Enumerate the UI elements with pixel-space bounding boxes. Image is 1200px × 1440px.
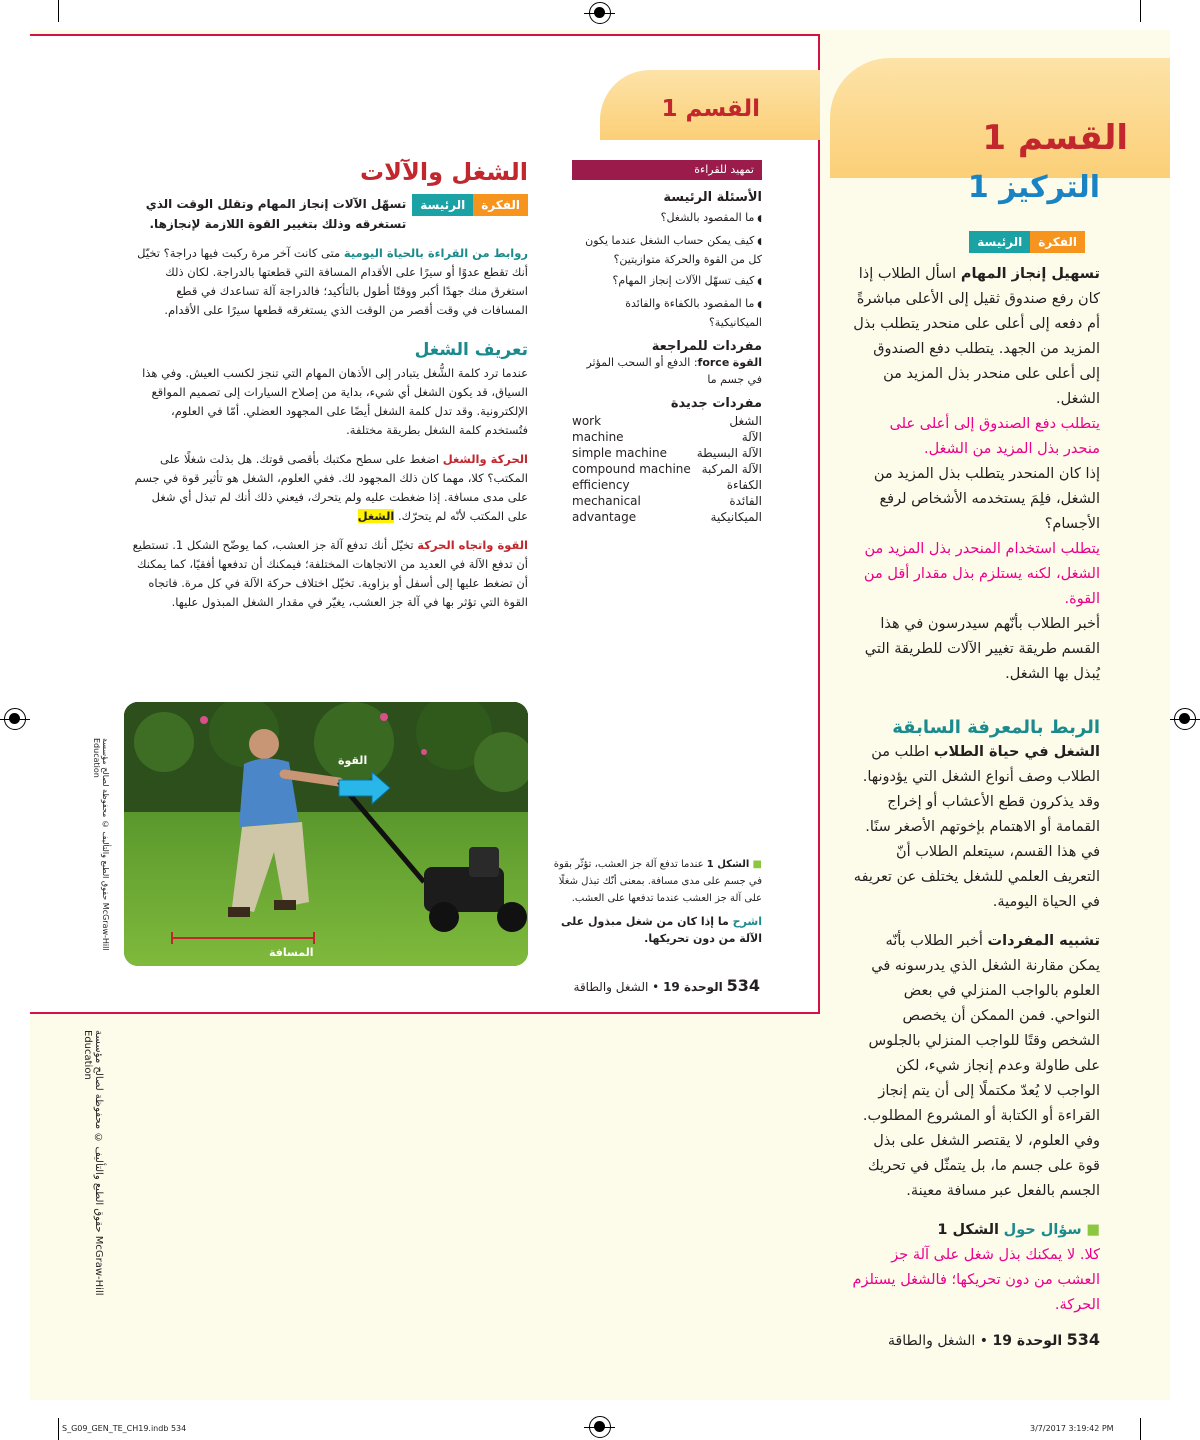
- student-footer-unit: الوحدة 19: [663, 980, 723, 994]
- misconception-text: أخبر الطلاب بأنّه يمكن مقارنة الشغل الذي يدرسونه في العلوم بالواجب المنزلي في بعض النواحي. فمن الممكن أن يخصص الشخص وقتًا للواجب المنزلي بالجلوس على طاولة وعدم إنجاز شيء، لكن الواجب لا يُعدّ مكتملًا إلى أن يتم إنجاز القراءة أو الكتابة أو المشروع المطلوب. وفي العلوم، لا يقتصر الشغل على بذل قوة على جسم ما، بل يتمثّل في تحريك الجسم بالفعل عبر مسافة معينة.: [862, 933, 1100, 1199]
- define-work-title: تعريف الشغل: [414, 340, 528, 360]
- lawnmower-photo: [124, 702, 528, 966]
- figure-question: ■ سؤال حول الشكل 1: [937, 1222, 1100, 1238]
- vocab-ar: الفائدة الميكانيكية: [710, 494, 762, 524]
- figure-question-ref: الشكل 1: [937, 1222, 999, 1238]
- define-work-text: عندما ترد كلمة الشُّغل يتبادر إلى الأذهان المهام التي تنجز لكسب العيش. وفي هذا السياق، قد يكون الشغل أي شيء، بداية من إصلاح السيارات إلى تصميم المواقع الإلكترونية. وقد تدل كلمة الشغل أيضًا على المجهود العضلي. أمّا في العلوم، فتُستخدم كلمة الشغل بطريقة مختلفة.: [142, 366, 528, 437]
- review-term-ar: القوة: [732, 356, 762, 369]
- vocab-ar: الشغل: [729, 414, 762, 428]
- teacher-footer: 534 الوحدة 19 • الشغل والطاقة: [888, 1330, 1100, 1349]
- footer-topic: الشغل والطاقة: [888, 1333, 976, 1349]
- registration-mark-icon: [589, 1416, 611, 1438]
- page-number: 534: [1066, 1330, 1100, 1349]
- review-term-en: force: [697, 356, 730, 369]
- focus-paragraph: [850, 262, 1100, 412]
- vocab-ar: الآلة: [741, 430, 762, 444]
- crop-mark: [1140, 0, 1141, 22]
- misconception-paragraph: [850, 929, 1100, 1204]
- student-footer-topic: الشغل والطاقة: [573, 980, 649, 994]
- caption-text: عندما تدفع آلة جز العشب، تؤثّر بقوة في جسم على مدى مسافة. بمعنى أنّك تبذل شغلًا على آلة جز العشب عندما تدفعها على العشب.: [553, 859, 762, 904]
- vocab-en: work: [572, 414, 602, 428]
- student-section-title: القسم 1: [661, 96, 760, 122]
- photo-force-label: القوة: [338, 754, 368, 767]
- registration-mark-icon: [589, 2, 611, 24]
- pill-key: الرئيسة: [969, 231, 1030, 253]
- focus-paragraph-text: اسأل الطلاب إذا كان رفع صندوق ثقيل إلى الأعلى مباشرةً أم دفعه إلى أعلى على منحدر يتطلب بذل المزيد من الجهد. يتطلب دفع الصندوق إلى أعلى على منحدر بذل المزيد من الشغل.: [853, 266, 1100, 407]
- registration-mark-icon: [1174, 708, 1196, 730]
- explain-label: اشرح: [732, 915, 762, 928]
- caption-paragraph: ■ الشكل 1 عندما تدفع آلة جز العشب، تؤثّر بقوة في جسم على مدى مسافة. بمعنى أنّك تبذل شغلًا على آلة جز العشب عندما تدفعها على العشب.: [553, 859, 762, 904]
- caption-ref: الشكل 1: [706, 859, 750, 870]
- vocab-row: [572, 445, 762, 461]
- vocab-ar: الآلة المركبة: [701, 462, 762, 476]
- motion-highlight: الشغل: [357, 509, 395, 523]
- vocab-ar: الكفاءة: [726, 478, 762, 492]
- crop-mark: [58, 0, 59, 22]
- force-direction-text: تخيّل أنك تدفع آلة جز العشب، كما يوضّح الشكل 1. تستطيع أن تدفع الآلة في العديد من الاتجاهات المختلفة؛ فيمكنك أن تدفعها أفقيًا، كما يمكنك أن تضغط عليها إلى أسفل أو بزاوية. تخيّل اختلاف حركة الآلة في كل مرة. فاتجاه القوة التي تؤثر بها في آلة جز العشب، يغيّر في مقدار الشغل المبذول عليها.: [132, 538, 528, 609]
- focus-answer-2: يتطلب استخدام المنحدر بذل المزيد من الشغل، لكنه يستلزم بذل مقدار أقل من القوة.: [863, 541, 1100, 607]
- figure-caption: [550, 856, 762, 947]
- vocab-ar: الآلة البسيطة: [696, 446, 762, 460]
- vocab-en: compound machine: [572, 462, 691, 476]
- vocab-row: [572, 493, 762, 525]
- student-vertical-credit: حقوق الطبع والتأليف © محفوظة لصالح مؤسسة McGraw-Hill Education: [92, 738, 110, 951]
- reading-preview-bar: تمهيد للقراءة: [572, 160, 762, 180]
- figure-question-label: سؤال حول: [1003, 1222, 1082, 1238]
- question-item: ◖ كيف تسهّل الآلات إنجاز المهام؟: [572, 272, 762, 291]
- reading-preview: [572, 160, 762, 525]
- misconception-bold: تشبيه المفردات: [987, 933, 1100, 949]
- figure-question-answer: كلا. لا يمكنك بذل شغل على آلة جز العشب من دون تحريكها؛ فالشغل يستلزم الحركة.: [852, 1247, 1100, 1313]
- explain-text: ما إذا كان من شغل مبذول على الآلة من دون تحريكها.: [561, 915, 762, 945]
- real-world-paragraph: [130, 244, 528, 320]
- teacher-column: [850, 262, 1100, 1318]
- lesson-title: الشغل والآلات: [360, 158, 528, 186]
- new-vocab-title: مفردات جديدة: [670, 396, 762, 411]
- slug-left: S_G09_GEN_TE_CH19.indb 534: [62, 1424, 187, 1433]
- student-footer: 534 الوحدة 19 • الشغل والطاقة: [573, 976, 760, 995]
- focus-paragraph-bold: تسهيل إنجاز المهام: [960, 266, 1100, 282]
- vocab-row: [572, 461, 762, 477]
- focus-paragraph-3: أخبر الطلاب بأنّهم سيدرسون في هذا القسم طريقة تغيير الآلات للطريقة التي يُبذل بها الشغل.: [864, 616, 1100, 682]
- student-page-number: 534: [726, 976, 760, 995]
- motion-paragraph: [130, 450, 528, 526]
- pill-idea: الفكرة: [1030, 231, 1085, 253]
- vocab-row: [572, 477, 762, 493]
- prior-knowledge-bold: الشغل في حياة الطلاب: [933, 744, 1100, 760]
- main-idea-text: تسهّل الآلات إنجاز المهام وتقلل الوقت الذي تستغرقه وذلك بتغيير القوة اللازمة لإنجازها.: [145, 197, 407, 231]
- vocab-row: [572, 413, 762, 429]
- real-world-text: متى كانت آخر مرة ركبت فيها دراجة؟ تخيّل أنك تقطع عدوًا أو سيرًا على الأقدام المسافة التي قطعتها بالدراجة. لكان ذلك استغرق منك جهدًا أكبر ووقتًا أطول بالتأكيد؛ فالدراجة آلة تساعدك في قطع المسافات في وقت أقصر من الوقت الذي يستغرقه قطعها سيرًا على الأقدام.: [137, 246, 528, 317]
- pill-idea: الفكرة: [473, 194, 528, 216]
- explain-paragraph: [550, 913, 762, 947]
- teacher-section-title: القسم 1: [982, 118, 1128, 158]
- lawnmower-illustration: [124, 702, 528, 966]
- photo-distance-label: المسافة: [269, 946, 314, 959]
- vocab-row: [572, 429, 762, 445]
- question-item: ◖ كيف يمكن حساب الشغل عندما يكون كل من القوة والحركة متوازيتين؟: [572, 232, 762, 268]
- main-questions-title: الأسئلة الرئيسة: [663, 190, 762, 205]
- footer-unit: الوحدة 19: [992, 1333, 1063, 1349]
- question-item: ◖ ما المقصود بالشغل؟: [572, 209, 762, 228]
- slug-right: 3/7/2017 3:19:42 PM: [1030, 1424, 1114, 1433]
- review-vocab: القوة force: الدفع أو السحب المؤثر في جسم ما: [586, 356, 762, 386]
- focus-paragraph-2: إذا كان المنحدر يتطلب بذل المزيد من الشغل، فلِمَ يستخدمه الأشخاص لرفع الأجسام؟: [873, 466, 1100, 532]
- main-questions-list: [572, 209, 762, 331]
- vocab-en: simple machine: [572, 446, 667, 460]
- vocab-en: mechanical advantage: [572, 494, 641, 524]
- student-main-column: [130, 158, 528, 612]
- force-direction-paragraph: [130, 536, 528, 612]
- teacher-vertical-credit: حقوق الطبع والتأليف © محفوظة لصالح مؤسسة McGraw-Hill Education: [82, 1030, 104, 1296]
- motion-label: الحركة والشغل: [442, 452, 528, 466]
- question-item: ◖ ما المقصود بالكفاءة والفائدة الميكانيكية؟: [572, 295, 762, 331]
- motion-text: اضغط على سطح مكتبك بأقصى قوتك. هل بذلت شغلًا على المكتب؟ كلا، مهما كان ذلك المجهود لك. ففي العلوم، الشغل هو تأثير قوة في جسم على مدى مسافة. إذا ضغطت عليه ولم يتحرك، فيعني ذلك أنك لم تبذل أي شغل على المكتب لأنّه لم يتحرّك.: [134, 452, 528, 523]
- crop-mark: [58, 1418, 59, 1440]
- prior-knowledge-text: اطلب من الطلاب وصف أنواع الشغل التي يؤدونها. وقد يذكرون قطع الأعشاب أو إخراج القمامة أو الاهتمام بإخوتهم الأصغر سنًا. في هذا القسم، سيتعلم الطلاب أنّ التعريف العلمي للشغل يختلف عن تعريفه في الحياة اليومية.: [853, 744, 1100, 910]
- real-world-label: روابط من القراءة بالحياة اليومية: [343, 246, 528, 260]
- review-vocab-title: مفردات للمراجعة: [651, 339, 762, 354]
- focus-answer-1: يتطلب دفع الصندوق إلى أعلى على منحدر بذل المزيد من الشغل.: [889, 416, 1100, 457]
- focus-title: التركيز 1: [967, 170, 1100, 205]
- pill-key: الرئيسة: [412, 194, 473, 216]
- force-direction-label: القوة واتجاه الحركة: [417, 538, 528, 552]
- vocab-en: efficiency: [572, 478, 630, 492]
- registration-mark-icon: [4, 708, 26, 730]
- prior-knowledge-paragraph: [850, 740, 1100, 915]
- new-vocab-list: [572, 413, 762, 525]
- prior-knowledge-title: الربط بالمعرفة السابقة: [892, 717, 1100, 738]
- vocab-en: machine: [572, 430, 624, 444]
- main-idea-pill: [969, 231, 1085, 253]
- review-def: الدفع أو السحب المؤثر في جسم ما: [586, 356, 762, 386]
- crop-mark: [1140, 1418, 1141, 1440]
- student-main-idea-pill: [412, 194, 528, 216]
